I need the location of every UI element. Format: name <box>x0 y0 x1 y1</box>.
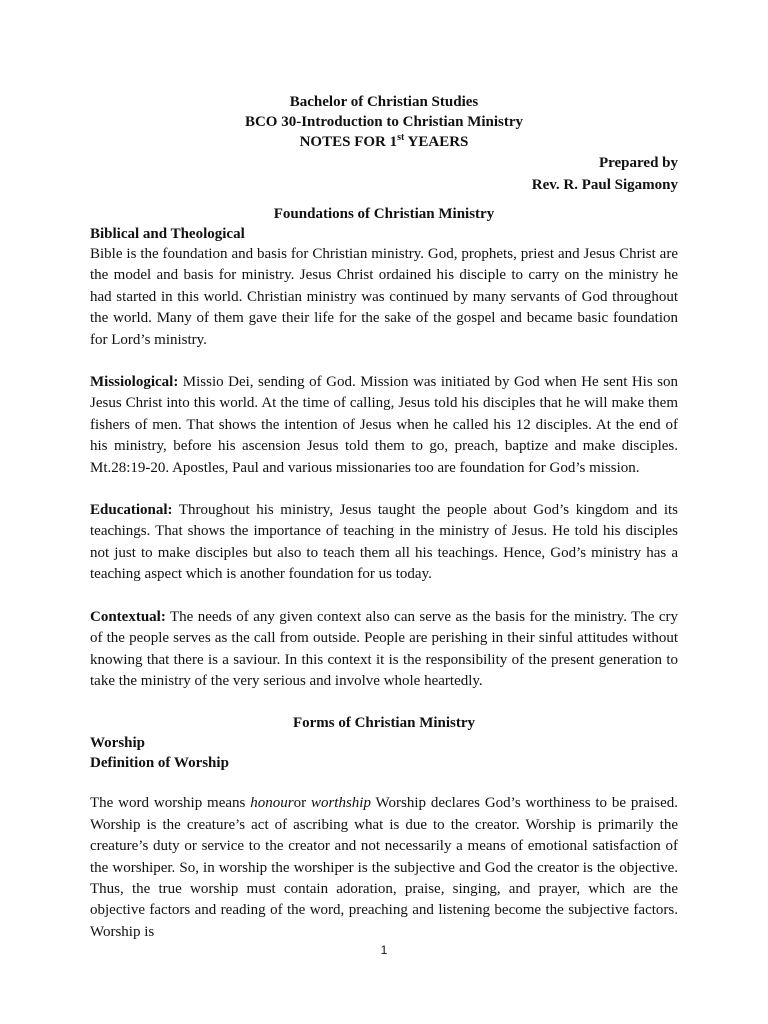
prepared-by-label: Prepared by <box>598 155 678 171</box>
degree-title: Bachelor of Christian Studies <box>289 94 479 110</box>
page-content <box>90 92 678 943</box>
subheading-worship: Worship <box>90 735 146 752</box>
worship-term-worthship: worthship <box>310 795 371 812</box>
paragraph-contextual <box>90 607 678 693</box>
notes-title-superscript: st <box>397 132 405 143</box>
worship-term-honour: honour <box>250 795 294 812</box>
page-number: 1 <box>380 943 388 957</box>
label-educational: Educational: <box>90 502 173 519</box>
label-missiological: Missiological: <box>90 374 179 391</box>
section-title-forms: Forms of Christian Ministry <box>292 715 476 732</box>
course-title: BCO 30-Introduction to Christian Ministry <box>244 114 524 130</box>
worship-text-or: or <box>293 795 311 812</box>
text-educational: Throughout his ministry, Jesus taught the people about God’s kingdom and its teachings. That shows the importance of teaching in the ministry of Jesus. He told his disciples not just to make disciples but also to teach them all his teachings. Hence, God’s ministry has a teaching aspect which is another foundation for us today. <box>90 502 678 583</box>
notes-title-text: NOTES FOR 1 <box>299 134 398 150</box>
subheading-definition: Definition of Worship <box>90 755 229 772</box>
text-missiological: Missio Dei, sending of God. Mission was initiated by God when He sent His son Jesus Christ into this world. At the time of calling, Jesus told his disciples that he will make them fishers of men. That shows the intention of Jesus when he called his 12 disciples. At the end of his ministry, before his ascension Jesus told them to go, preach, baptize and make disciples. Mt.28:19-20. Apostles, Paul and various missionaries too are foundation for God’s mission. <box>90 374 678 476</box>
subheading-biblical: Biblical and Theological <box>90 226 245 242</box>
author-name: Rev. R. Paul Sigamony <box>531 177 678 193</box>
label-contextual: Contextual: <box>90 608 166 625</box>
paragraph-missiological <box>90 372 678 479</box>
paragraph-worship-definition <box>90 793 678 943</box>
paragraph-educational <box>90 500 678 586</box>
section-title-foundations: Foundations of Christian Ministry <box>273 206 495 222</box>
text-contextual: The needs of any given context also can serve as the basis for the ministry. The cry of the people serves as the call from outside. People are perishing in their sinful attitudes without knowing that there is a saviour. In this context it is the responsibility of the present generation to take the ministry of the very serious and involve whole heartedly. <box>90 608 678 689</box>
notes-title <box>90 132 678 152</box>
worship-text-rest: Worship declares God’s worthiness to be praised. Worship is the creature’s act of ascribing what is due to the creator. Worship is primarily the creature’s duty or service to the creator and not necessarily a means of emotional satisfaction of the worshiper. So, in worship the worshiper is the subjective and God the creator is the objective. Thus, the true worship must contain adoration, praise, singing, and prayer, which are the objective factors and reading of the word, preaching and listening become the subjective factors. Worship is <box>90 795 678 940</box>
notes-title-suffix: YEAERS <box>404 134 469 150</box>
worship-text-start: The word worship means <box>90 795 251 812</box>
paragraph-biblical: Bible is the foundation and basis for Christian ministry. God, prophets, priest and Jesus Christ are the model and basis for ministry. Jesus Christ ordained his disciple to carry on the ministry he had started in this world. Christian ministry was continued by many servants of God throughout the world. Many of them gave their life for the sake of the gospel and became basic foundation for Lord’s ministry. <box>90 246 678 348</box>
